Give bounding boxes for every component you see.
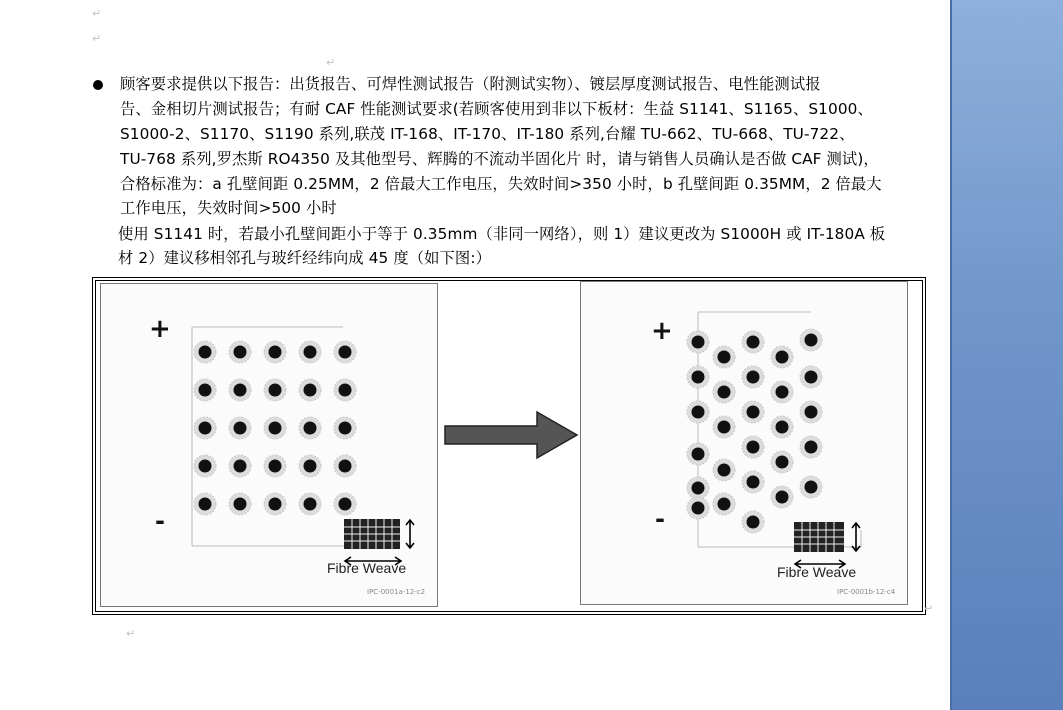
via-hole bbox=[199, 422, 212, 435]
via-hole bbox=[805, 441, 818, 454]
via-hole bbox=[199, 498, 212, 511]
window-side-panel bbox=[950, 0, 1063, 710]
via-hole bbox=[304, 384, 317, 397]
via-hole bbox=[692, 406, 705, 419]
via-hole bbox=[718, 498, 731, 511]
minus-label: - bbox=[155, 507, 165, 535]
paragraph-mark: ↵ bbox=[92, 7, 102, 20]
via-hole bbox=[718, 421, 731, 434]
via-hole bbox=[304, 498, 317, 511]
via-hole bbox=[339, 346, 352, 359]
figure-left-panel bbox=[100, 283, 438, 607]
figure-right-panel bbox=[580, 281, 908, 605]
via-hole bbox=[805, 481, 818, 494]
via-hole bbox=[776, 351, 789, 364]
via-hole bbox=[747, 336, 760, 349]
body-text-line: 顾客要求提供以下报告：出货报告、可焊性测试报告（附测试实物）、镀层厚度测试报告、电性能测试报 bbox=[120, 75, 821, 93]
plus-label: + bbox=[651, 316, 673, 346]
plus-label: + bbox=[149, 314, 171, 344]
via-hole bbox=[692, 448, 705, 461]
via-hole bbox=[776, 456, 789, 469]
bullet-icon bbox=[93, 80, 103, 90]
body-text-line: 材 2）建议移相邻孔与玻纤经纬向成 45 度（如下图:） bbox=[118, 249, 491, 267]
via-hole bbox=[234, 460, 247, 473]
paragraph-mark: ↵ bbox=[92, 32, 102, 45]
body-text-line: 使用 S1141 时，若最小孔壁间距小于等于 0.35mm（非同一网络），则 1）建议更改为 S1000H 或 IT-180A 板 bbox=[118, 225, 886, 243]
via-hole bbox=[805, 371, 818, 384]
via-hole bbox=[234, 498, 247, 511]
via-hole bbox=[304, 346, 317, 359]
via-hole bbox=[747, 406, 760, 419]
via-hole bbox=[805, 406, 818, 419]
via-hole bbox=[776, 421, 789, 434]
right-arrow-icon bbox=[443, 410, 581, 460]
via-hole bbox=[304, 460, 317, 473]
via-hole bbox=[269, 498, 282, 511]
via-hole bbox=[692, 482, 705, 495]
via-hole bbox=[304, 422, 317, 435]
via-hole bbox=[718, 351, 731, 364]
minus-label: - bbox=[655, 505, 665, 533]
via-hole bbox=[234, 346, 247, 359]
via-hole bbox=[747, 476, 760, 489]
via-hole bbox=[269, 460, 282, 473]
hole-grid-aligned bbox=[101, 284, 437, 606]
via-hole bbox=[692, 371, 705, 384]
via-hole bbox=[199, 384, 212, 397]
via-hole bbox=[747, 516, 760, 529]
via-hole bbox=[339, 422, 352, 435]
via-hole bbox=[269, 384, 282, 397]
body-text-line: 告、金相切片测试报告；有耐 CAF 性能测试要求(若顾客使用到非以下板材：生益 S1141、S1165、S1000、 bbox=[120, 100, 873, 118]
via-hole bbox=[776, 491, 789, 504]
via-hole bbox=[718, 464, 731, 477]
via-hole bbox=[692, 502, 705, 515]
via-hole bbox=[747, 441, 760, 454]
figure-reference: IPC-0001b-12-c4 bbox=[837, 588, 896, 596]
via-hole bbox=[234, 422, 247, 435]
body-text-line: 工作电压，失效时间>500 小时 bbox=[120, 199, 337, 217]
via-hole bbox=[692, 336, 705, 349]
figure-reference: IPC-0001a-12-c2 bbox=[367, 588, 426, 596]
via-hole bbox=[339, 384, 352, 397]
via-hole bbox=[776, 386, 789, 399]
fibre-weave-caption: Fibre Weave bbox=[327, 560, 407, 576]
via-hole bbox=[718, 386, 731, 399]
via-hole bbox=[339, 460, 352, 473]
via-hole bbox=[199, 346, 212, 359]
body-text-line: TU-768 系列,罗杰斯 RO4350 及其他型号、辉腾的不流动半固化片 时，请与销售人员确认是否做 CAF 测试)， bbox=[120, 150, 879, 168]
body-text-line: 合格标准为：a 孔壁间距 0.25MM，2 倍最大工作电压，失效时间>350 小时，b 孔壁间距 0.35MM，2 倍最大 bbox=[120, 175, 882, 193]
via-hole bbox=[269, 422, 282, 435]
via-hole bbox=[199, 460, 212, 473]
body-text-line: S1000-2、S1170、S1190 系列,联茂 IT-168、IT-170、IT-180 系列,台耀 TU-662、TU-668、TU-722、 bbox=[120, 125, 855, 143]
via-hole bbox=[805, 334, 818, 347]
paragraph-mark: ↵ bbox=[924, 602, 934, 615]
paragraph-mark: ↵ bbox=[126, 627, 136, 640]
fibre-weave-caption: Fibre Weave bbox=[777, 564, 857, 580]
via-hole bbox=[269, 346, 282, 359]
via-hole bbox=[339, 498, 352, 511]
paragraph-mark: ↵ bbox=[326, 56, 336, 69]
hole-grid-staggered bbox=[581, 282, 907, 604]
via-hole bbox=[234, 384, 247, 397]
via-hole bbox=[747, 371, 760, 384]
